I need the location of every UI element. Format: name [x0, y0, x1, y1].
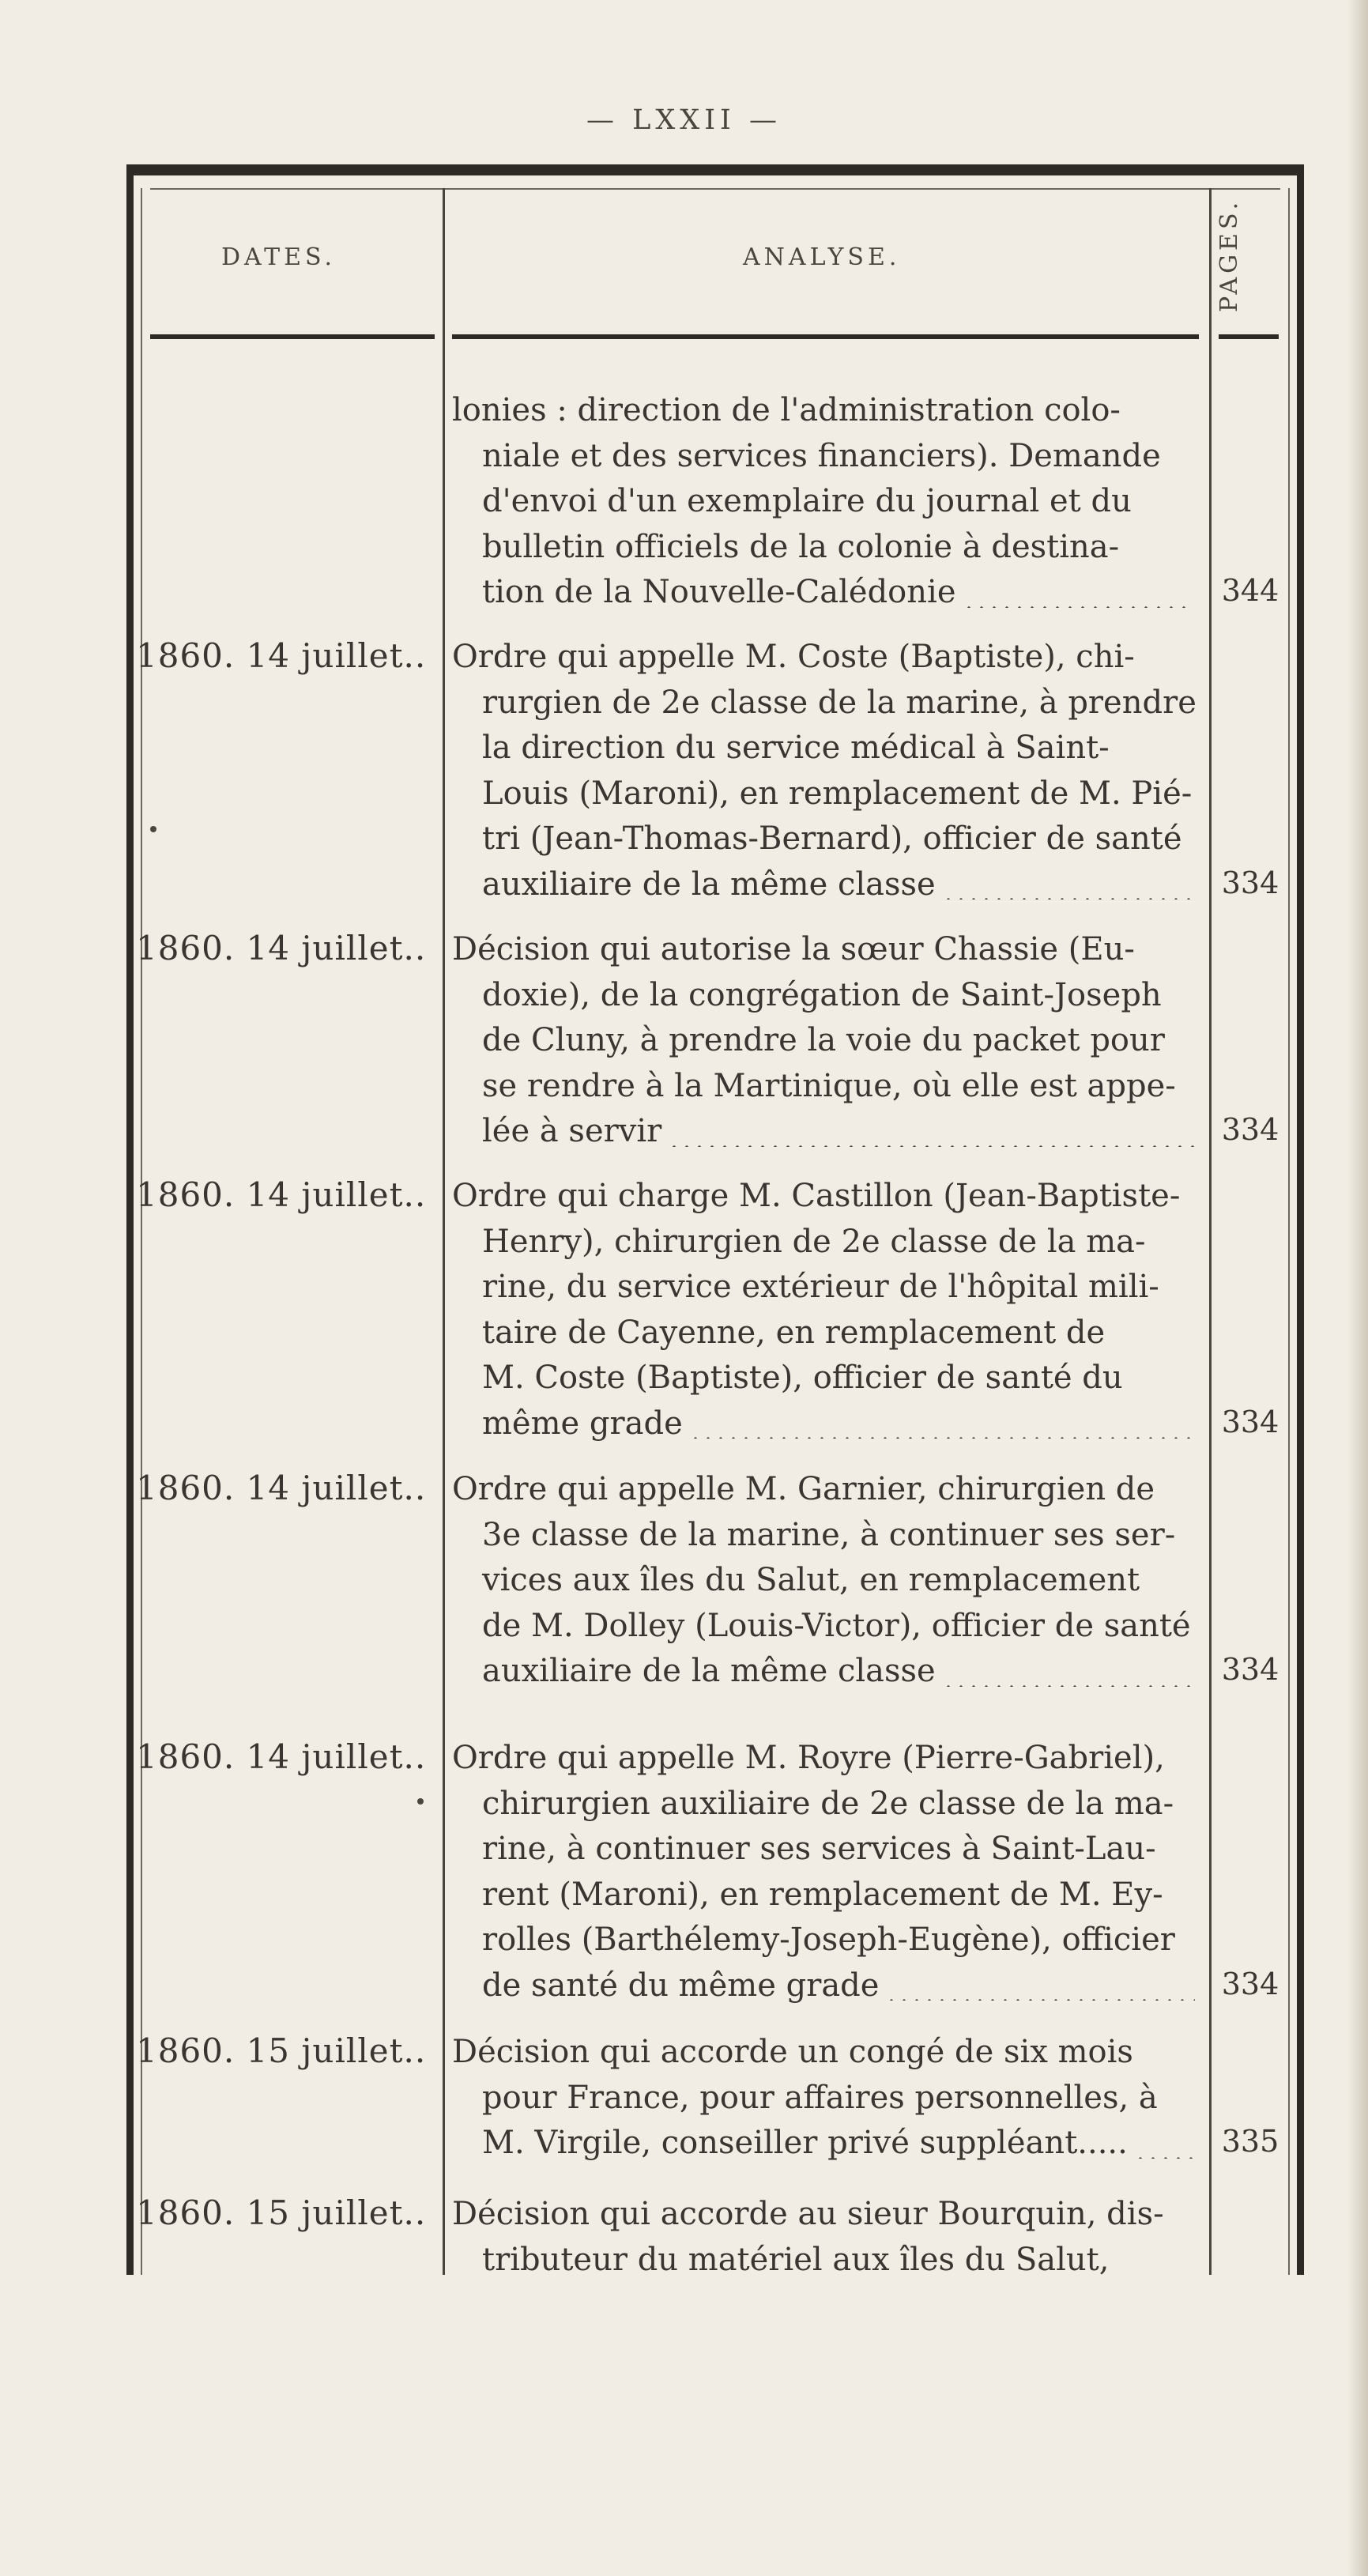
analysis-line: chirurgien auxiliaire de 2e classe de la ma-	[482, 1785, 1174, 1822]
analysis-line: Décision qui accorde au sieur Bourquin, dis-	[452, 2196, 1164, 2232]
register-table	[126, 164, 1304, 2278]
analysis-line: M. Virgile, conseiller privé suppléant.....	[452, 2121, 1200, 2167]
table-inner-left-rule	[141, 188, 142, 2275]
entry-page-ref: 344	[1221, 573, 1279, 608]
analysis-line: de Cluny, à prendre la voie du packet pour	[482, 1022, 1165, 1058]
entry-date: 1860. 15 juillet..	[136, 2193, 427, 2232]
analysis-line: vices aux îles du Salut, en remplacement	[482, 1562, 1140, 1598]
analysis-line: Ordre qui charge M. Castillon (Jean-Baptiste-	[452, 1178, 1181, 1214]
analysis-line: auxiliaire de la même classe	[452, 1649, 1200, 1695]
analysis-line: même grade	[452, 1401, 1200, 1447]
entry-analysis	[452, 388, 1200, 616]
page-edge-shadow	[1347, 0, 1368, 2576]
entry-date: 1860. 15 juillet..	[136, 2031, 427, 2070]
dotted-leader	[689, 1437, 1195, 1439]
entry-date: 1860. 14 juillet..	[136, 1737, 427, 1776]
entry-page-ref: 334	[1221, 1112, 1279, 1147]
entry-date: 1860. 14 juillet..	[136, 1175, 427, 1214]
entry-page-ref: 334	[1221, 1966, 1279, 2001]
entry-page-ref: 334	[1221, 1404, 1279, 1439]
analysis-line: lée à servir	[452, 1109, 1200, 1155]
analysis-line: 3e classe de la marine, à continuer ses ser-	[482, 1516, 1176, 1553]
entry-date: 1860. 14 juillet..	[136, 636, 427, 675]
dotted-leader	[942, 898, 1195, 900]
dotted-leader	[942, 1685, 1195, 1687]
entry-analysis	[452, 635, 1200, 907]
analysis-line: rolles (Barthélemy-Joseph-Eugène), officier	[482, 1922, 1175, 1958]
analysis-line: Décision qui autorise la sœur Chassie (Eu-	[452, 931, 1135, 967]
analysis-line: tri (Jean-Thomas-Bernard), officier de santé	[482, 820, 1182, 857]
analysis-line: pour France, pour affaires personnelles, à	[482, 2079, 1158, 2116]
analysis-line: rent (Maroni), en remplacement de M. Ey-	[482, 1876, 1163, 1913]
dotted-leader	[885, 1999, 1195, 2001]
analysis-line: rine, à continuer ses services à Saint-Lau-	[482, 1831, 1156, 1867]
dotted-leader	[963, 606, 1196, 608]
column-header-dates: DATES.	[221, 243, 337, 271]
table-inner-top-rule	[150, 188, 1280, 190]
analysis-line: taire de Cayenne, en remplacement de	[482, 1314, 1106, 1351]
analysis-line: niale et des services financiers). Demande	[482, 437, 1161, 474]
analysis-line: rine, du service extérieur de l'hôpital mili-	[482, 1269, 1159, 1305]
entry-analysis	[452, 2030, 1200, 2167]
analysis-line: Ordre qui appelle M. Coste (Baptiste), chi-	[452, 639, 1135, 675]
analysis-line: M. Coste (Baptiste), officier de santé du	[482, 1360, 1123, 1396]
entry-date: 1860. 14 juillet..	[136, 929, 427, 967]
page-number-header: — LXXII —	[586, 104, 782, 136]
analysis-line: Décision qui accorde un congé de six mois	[452, 2034, 1133, 2070]
dotted-leader	[668, 1145, 1195, 1147]
analysis-line: doxie), de la congrégation de Saint-Joseph	[482, 976, 1162, 1013]
analysis-line: se rendre à la Martinique, où elle est appe-	[482, 1067, 1176, 1104]
analysis-line: Henry), chirurgien de 2e classe de la ma-	[482, 1223, 1146, 1260]
entry-page-ref: 335	[1221, 2124, 1279, 2159]
entry-analysis	[452, 1467, 1200, 1695]
analysis-line: lonies : direction de l'administration colo-	[452, 392, 1121, 428]
analysis-line: tributeur du matériel aux îles du Salut,	[482, 2241, 1110, 2278]
analysis-line: bulletin officiels de la colonie à destina-	[482, 528, 1120, 565]
table-right-rule	[1297, 164, 1304, 2275]
analysis-line: Louis (Maroni), en remplacement de M. Pié-	[482, 775, 1193, 812]
analysis-line: la direction du service médical à Saint-	[482, 730, 1110, 766]
column-divider-pages	[1209, 188, 1212, 2275]
analysis-line: tion de la Nouvelle-Calédonie	[452, 570, 1200, 616]
column-header-analyse: ANALYSE.	[743, 243, 901, 271]
header-rule-analyse	[452, 334, 1199, 339]
ink-speck	[150, 826, 156, 832]
entry-page-ref: 334	[1221, 865, 1279, 900]
dotted-leader	[1134, 2157, 1195, 2159]
analysis-line: d'envoi d'un exemplaire du journal et du	[482, 483, 1132, 519]
entry-analysis	[452, 927, 1200, 1155]
entry-page-ref: 334	[1221, 1652, 1279, 1687]
analysis-line: de M. Dolley (Louis-Victor), officier de santé	[482, 1607, 1191, 1644]
entry-analysis	[452, 2192, 1200, 2283]
ink-speck	[417, 1798, 424, 1805]
entry-analysis	[452, 1174, 1200, 1446]
analysis-line: Ordre qui appelle M. Garnier, chirurgien de	[452, 1471, 1155, 1507]
analysis-line: rurgien de 2e classe de la marine, à prendre	[482, 684, 1197, 721]
column-header-pages: PAGES.	[1215, 198, 1243, 312]
column-divider-dates	[443, 188, 445, 2275]
entry-analysis	[452, 1736, 1200, 2008]
table-top-rule	[126, 164, 1304, 175]
table-left-rule	[126, 164, 134, 2275]
table-inner-right-rule	[1288, 188, 1290, 2275]
header-rule-pages	[1219, 334, 1279, 339]
entry-date: 1860. 14 juillet..	[136, 1469, 427, 1507]
analysis-line: Ordre qui appelle M. Royre (Pierre-Gabriel),	[452, 1740, 1165, 1776]
analysis-line: auxiliaire de la même classe	[452, 862, 1200, 908]
header-rule-dates	[150, 334, 435, 339]
analysis-line: de santé du même grade	[452, 1963, 1200, 2009]
